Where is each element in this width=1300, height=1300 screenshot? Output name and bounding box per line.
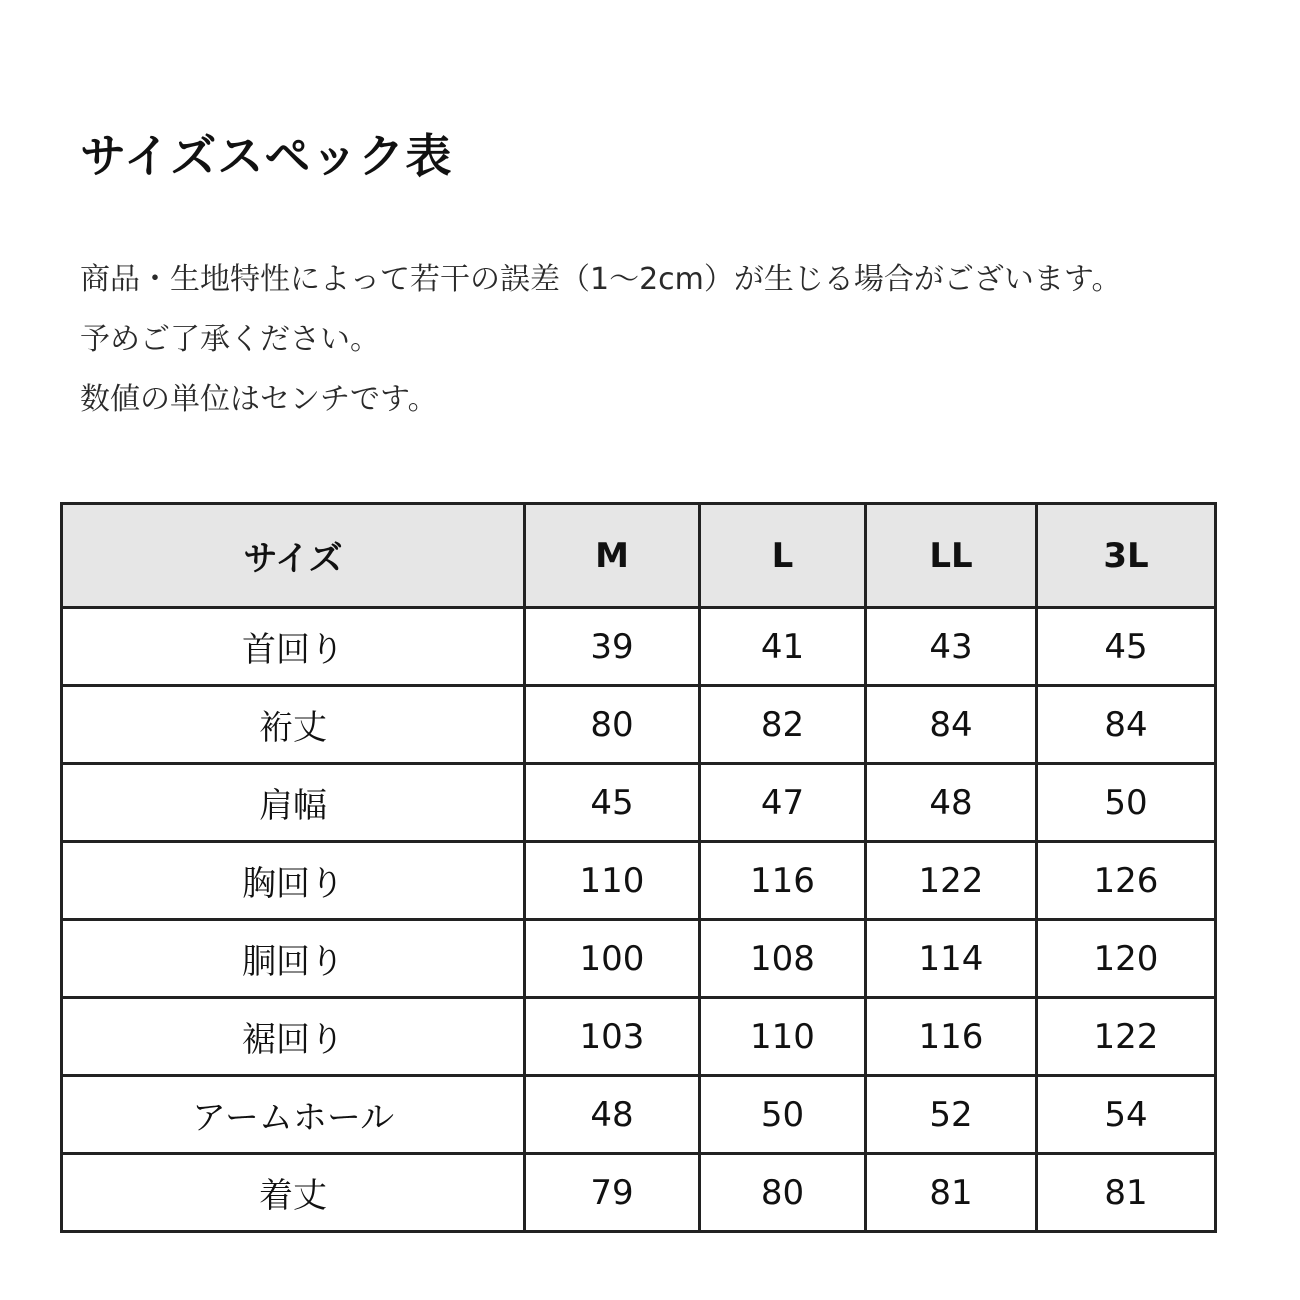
note-line: 数値の単位はセンチです。 bbox=[80, 382, 438, 417]
table-row bbox=[62, 686, 1216, 764]
row-label: 裄丈 bbox=[62, 686, 525, 764]
cell-value: 116 bbox=[700, 842, 866, 920]
cell-value: 126 bbox=[1037, 842, 1216, 920]
cell-value: 116 bbox=[866, 998, 1037, 1076]
cell-value: 48 bbox=[525, 1076, 700, 1154]
row-label: 胴回り bbox=[62, 920, 525, 998]
cell-value: 122 bbox=[866, 842, 1037, 920]
note-line: 予めご了承ください。 bbox=[80, 322, 380, 357]
cell-value: 110 bbox=[700, 998, 866, 1076]
table-row bbox=[62, 998, 1216, 1076]
cell-value: 45 bbox=[525, 764, 700, 842]
header-ll: LL bbox=[866, 504, 1037, 608]
row-label: 胸回り bbox=[62, 842, 525, 920]
cell-value: 84 bbox=[866, 686, 1037, 764]
note-line: 商品・生地特性によって若干の誤差（1〜2cm）が生じる場合がございます。 bbox=[80, 262, 1122, 297]
table-row bbox=[62, 1154, 1216, 1232]
cell-value: 47 bbox=[700, 764, 866, 842]
row-label: アームホール bbox=[62, 1076, 525, 1154]
table-row bbox=[62, 608, 1216, 686]
header-m: M bbox=[525, 504, 700, 608]
table-row bbox=[62, 842, 1216, 920]
cell-value: 108 bbox=[700, 920, 866, 998]
cell-value: 52 bbox=[866, 1076, 1037, 1154]
notes bbox=[80, 250, 1122, 430]
row-label: 裾回り bbox=[62, 998, 525, 1076]
header-l: L bbox=[700, 504, 866, 608]
cell-value: 103 bbox=[525, 998, 700, 1076]
header-size: サイズ bbox=[62, 504, 525, 608]
cell-value: 82 bbox=[700, 686, 866, 764]
cell-value: 39 bbox=[525, 608, 700, 686]
cell-value: 100 bbox=[525, 920, 700, 998]
cell-value: 80 bbox=[525, 686, 700, 764]
cell-value: 114 bbox=[866, 920, 1037, 998]
row-label: 着丈 bbox=[62, 1154, 525, 1232]
cell-value: 50 bbox=[700, 1076, 866, 1154]
cell-value: 79 bbox=[525, 1154, 700, 1232]
cell-value: 50 bbox=[1037, 764, 1216, 842]
cell-value: 48 bbox=[866, 764, 1037, 842]
cell-value: 43 bbox=[866, 608, 1037, 686]
cell-value: 45 bbox=[1037, 608, 1216, 686]
cell-value: 81 bbox=[866, 1154, 1037, 1232]
cell-value: 41 bbox=[700, 608, 866, 686]
cell-value: 84 bbox=[1037, 686, 1216, 764]
row-label: 首回り bbox=[62, 608, 525, 686]
cell-value: 110 bbox=[525, 842, 700, 920]
row-label: 肩幅 bbox=[62, 764, 525, 842]
cell-value: 80 bbox=[700, 1154, 866, 1232]
table-row bbox=[62, 1076, 1216, 1154]
cell-value: 54 bbox=[1037, 1076, 1216, 1154]
table-row bbox=[62, 764, 1216, 842]
table-header-row bbox=[62, 504, 1216, 608]
table-row bbox=[62, 920, 1216, 998]
page-title: サイズスペック表 bbox=[80, 129, 453, 183]
cell-value: 81 bbox=[1037, 1154, 1216, 1232]
cell-value: 120 bbox=[1037, 920, 1216, 998]
header-3l: 3L bbox=[1037, 504, 1216, 608]
cell-value: 122 bbox=[1037, 998, 1216, 1076]
size-spec-table bbox=[60, 502, 1217, 1233]
